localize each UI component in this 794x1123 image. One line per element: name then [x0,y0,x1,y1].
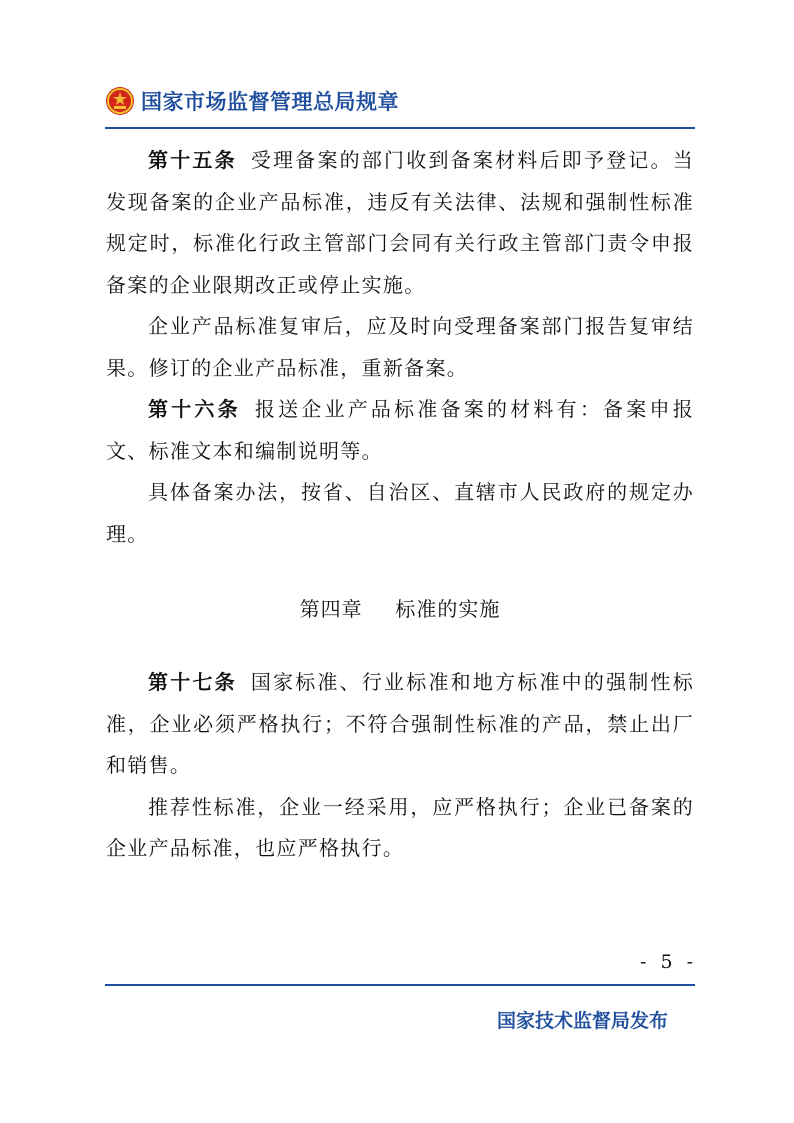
paragraph-article-15 [106,140,694,306]
paragraph [106,306,694,389]
chapter-number: 第四章 [299,597,363,621]
document-body [106,140,694,870]
paragraph [106,472,694,555]
article-number: 第十七条 [148,670,237,694]
paragraph-article-17 [106,662,694,787]
paragraph-text: 推荐性标准，企业一经采用，应严格执行；企业已备案的企业产品标准，也应严格执行。 [106,794,694,860]
paragraph-article-16 [106,389,694,472]
paragraph [106,787,694,870]
chapter-heading [106,593,694,622]
paragraph-text: 具体备案办法，按省、自治区、直辖市人民政府的规定办理。 [106,480,694,546]
header-title: 国家市场监督管理总局规章 [141,90,399,114]
paragraph-text: 受理备案的部门收到备案材料后即予登记。当发现备案的企业产品标准，违反有关法律、法规和强制性标准规定时，标准化行政主管部门会同有关行政主管部门责令申报备案的企业限期改正或停止实施。 [106,148,695,297]
paragraph-text: 企业产品标准复审后，应及时向受理备案部门报告复审结果。修订的企业产品标准，重新备案。 [106,314,694,380]
national-emblem-icon [105,86,135,116]
article-number: 第十六条 [148,397,241,421]
page-header [105,86,399,116]
paragraph-text: 国家标准、行业标准和地方标准中的强制性标准，企业必须严格执行；不符合强制性标准的产品，禁止出厂和销售。 [106,670,695,777]
footer-divider [105,984,695,986]
header-divider [105,127,695,129]
footer-publisher: 国家技术监督局发布 [497,1010,669,1032]
chapter-title: 标准的实施 [395,597,501,621]
article-number: 第十五条 [148,148,237,172]
paragraph-text: 报送企业产品标准备案的材料有：备案申报文、标准文本和编制说明等。 [106,397,694,463]
page-number: - 5 - [640,951,698,973]
